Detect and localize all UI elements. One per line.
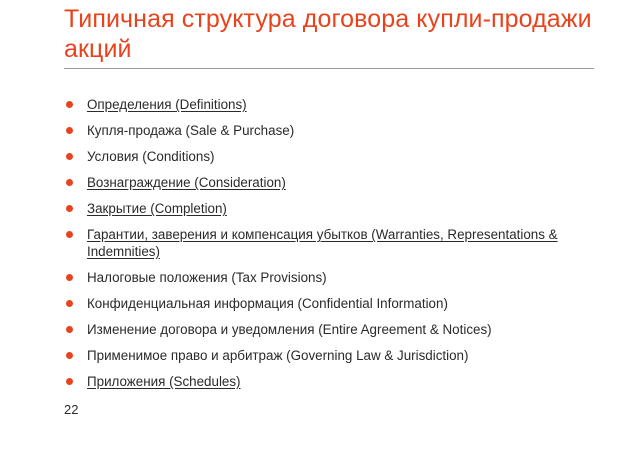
list-item-schedules[interactable] xyxy=(66,373,606,390)
list-item-link[interactable]: Закрытие (Completion) xyxy=(87,201,227,216)
list-item-warranties[interactable] xyxy=(66,226,606,260)
slide-number: 22 xyxy=(64,402,79,417)
bullet-icon xyxy=(66,101,73,108)
list-item-confidential-information xyxy=(66,295,606,312)
list-item-entire-agreement xyxy=(66,321,606,338)
bullet-icon xyxy=(66,127,73,134)
list-item-link[interactable]: Определения (Definitions) xyxy=(87,97,247,112)
bullet-icon xyxy=(66,352,73,359)
bullet-icon xyxy=(66,274,73,281)
list-item-text: Конфиденциальная информация (Confidential Information) xyxy=(87,296,448,311)
list-item-definitions[interactable] xyxy=(66,96,606,113)
bullet-icon xyxy=(66,378,73,385)
list-item-governing-law xyxy=(66,347,606,364)
list-item-text: Применимое право и арбитраж (Governing Law & Jurisdiction) xyxy=(87,348,469,363)
bullet-icon xyxy=(66,153,73,160)
list-item-text: Условия (Conditions) xyxy=(87,149,215,164)
list-item-conditions xyxy=(66,148,606,165)
list-item-sale-purchase xyxy=(66,122,606,139)
list-item-text: Изменение договора и уведомления (Entire Agreement & Notices) xyxy=(87,322,492,337)
list-item-completion[interactable] xyxy=(66,200,606,217)
contract-structure-list xyxy=(66,96,606,399)
bullet-icon xyxy=(66,179,73,186)
list-item-consideration[interactable] xyxy=(66,174,606,191)
bullet-icon xyxy=(66,231,73,238)
bullet-icon xyxy=(66,205,73,212)
bullet-icon xyxy=(66,300,73,307)
list-item-link[interactable]: Гарантии, заверения и компенсация убытков (Warranties, Representations & Indemnities) xyxy=(87,227,558,259)
list-item-tax-provisions xyxy=(66,269,606,286)
slide-title: Типичная структура договора купли-продажи акций xyxy=(64,5,592,63)
list-item-link[interactable]: Вознаграждение (Consideration) xyxy=(87,175,286,190)
list-item-text: Налоговые положения (Tax Provisions) xyxy=(87,270,327,285)
list-item-text: Купля-продажа (Sale & Purchase) xyxy=(87,123,295,138)
bullet-icon xyxy=(66,326,73,333)
title-divider xyxy=(64,68,594,69)
list-item-link[interactable]: Приложения (Schedules) xyxy=(87,374,241,389)
